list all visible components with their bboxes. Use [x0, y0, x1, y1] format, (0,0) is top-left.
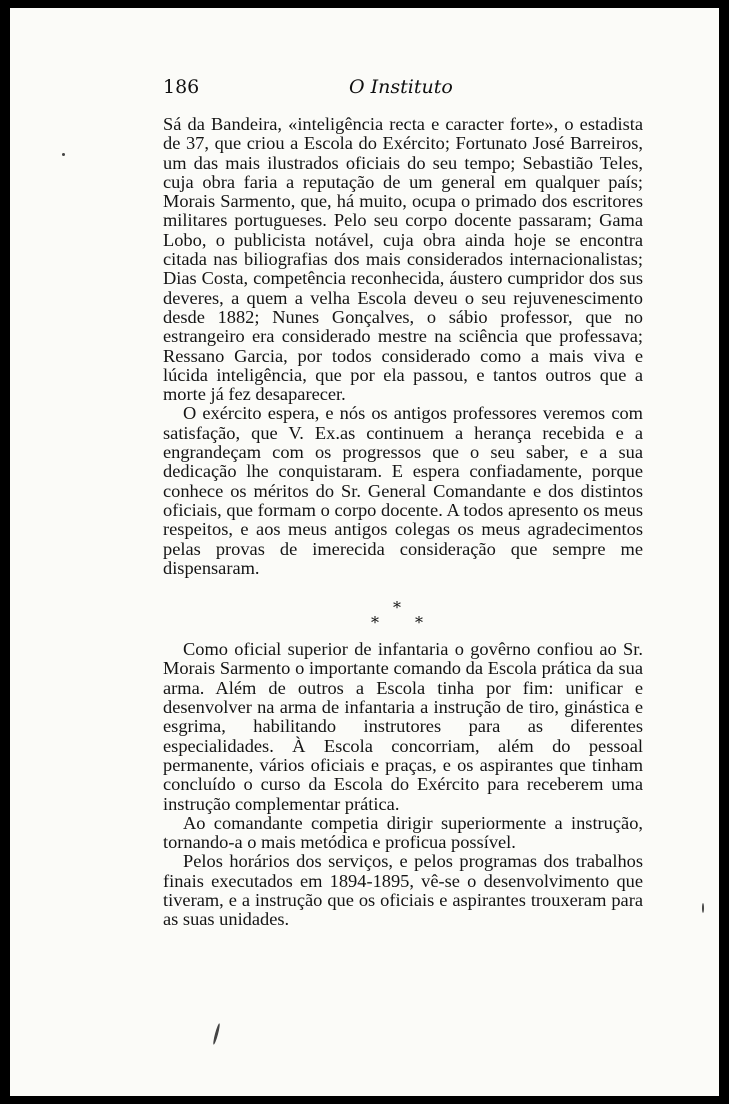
page-header	[163, 76, 643, 106]
scan-speck	[702, 903, 704, 913]
page-body	[163, 115, 643, 930]
scan-speck	[212, 1023, 221, 1045]
book-page	[10, 8, 719, 1096]
paragraph-5: Pelos horários dos serviços, e pelos programas dos trabalhos finais executados em 1894-1895, vê-se o desenvolvimento que tiveram, e a instrução que os oficiais e aspirantes trouxeram para as suas unidades.	[163, 851, 643, 930]
asterism-star-right: *	[415, 613, 423, 633]
running-title: O Instituto	[349, 76, 453, 98]
asterism-star-left: *	[371, 613, 379, 633]
asterism-star-top: *	[393, 598, 401, 618]
scan-speck	[62, 153, 65, 156]
paragraph-3: Como oficial superior de infantaria o govêrno confiou ao Sr. Morais Sarmento o importante comando da Escola prática da sua arma. Além de outros a Escola tinha por fim: unificar e desenvolver na arma de infantaria a instrução de tiro, ginástica e esgrima, habilitando instrutores para as diferentes especialidades. À Escola concorriam, além do pessoal permanente, vários oficiais e praças, e os aspirantes que tinham concluído o curso da Escola do Exército para receberem uma instrução complementar prática.	[163, 639, 643, 814]
paragraph-1: Sá da Bandeira, «inteligência recta e caracter forte», o estadista de 37, que criou a Escola do Exército; Fortunato José Barreiros, um das mais ilustrados oficiais do seu tempo; Sebastião Teles, cuja obra faria a reputação de um general em qualquer país; Morais Sarmento, que, há muito, ocupa o primado dos escritores militares portugueses. Pelo seu corpo docente passaram; Gama Lobo, o publicista notável, cuja obra ainda hoje se encontra citada nas biliografias dos mais considerados internacionalistas; Dias Costa, competência reconhecida, áustero cumpridor dos sus deveres, a quem a velha Escola deveu o seu rejuvenescimento desde 1882; Nunes Gonçalves, o sábio professor, que no estrangeiro era considerado mestre na sciência que professava; Ressano Garcia, por todos considerado como a mais viva e lúcida inteligência, que por ela passou, e tantos outros que a morte já fez desaparecer.	[163, 114, 643, 405]
section-asterism	[163, 578, 643, 640]
paragraph-2: O exército espera, e nós os antigos professores veremos com satisfação, que V. Ex.as continuem a herança recebida e a engrandeçam com os progressos que o seu saber, e a sua dedicação lhe conquistaram. E espera confiadamente, porque conhece os méritos do Sr. General Comandante e dos distintos oficiais, que formam o corpo docente. A todos apresento os meus respeitos, e aos meus antigos colegas os meus agradecimentos pelas provas de imerecida consideração que sempre me dispensaram.	[163, 403, 643, 578]
page-number: 186	[163, 76, 200, 98]
paragraph-4: Ao comandante competia dirigir superiormente a instrução, tornando-a o mais metódica e proficua possível.	[163, 812, 643, 853]
